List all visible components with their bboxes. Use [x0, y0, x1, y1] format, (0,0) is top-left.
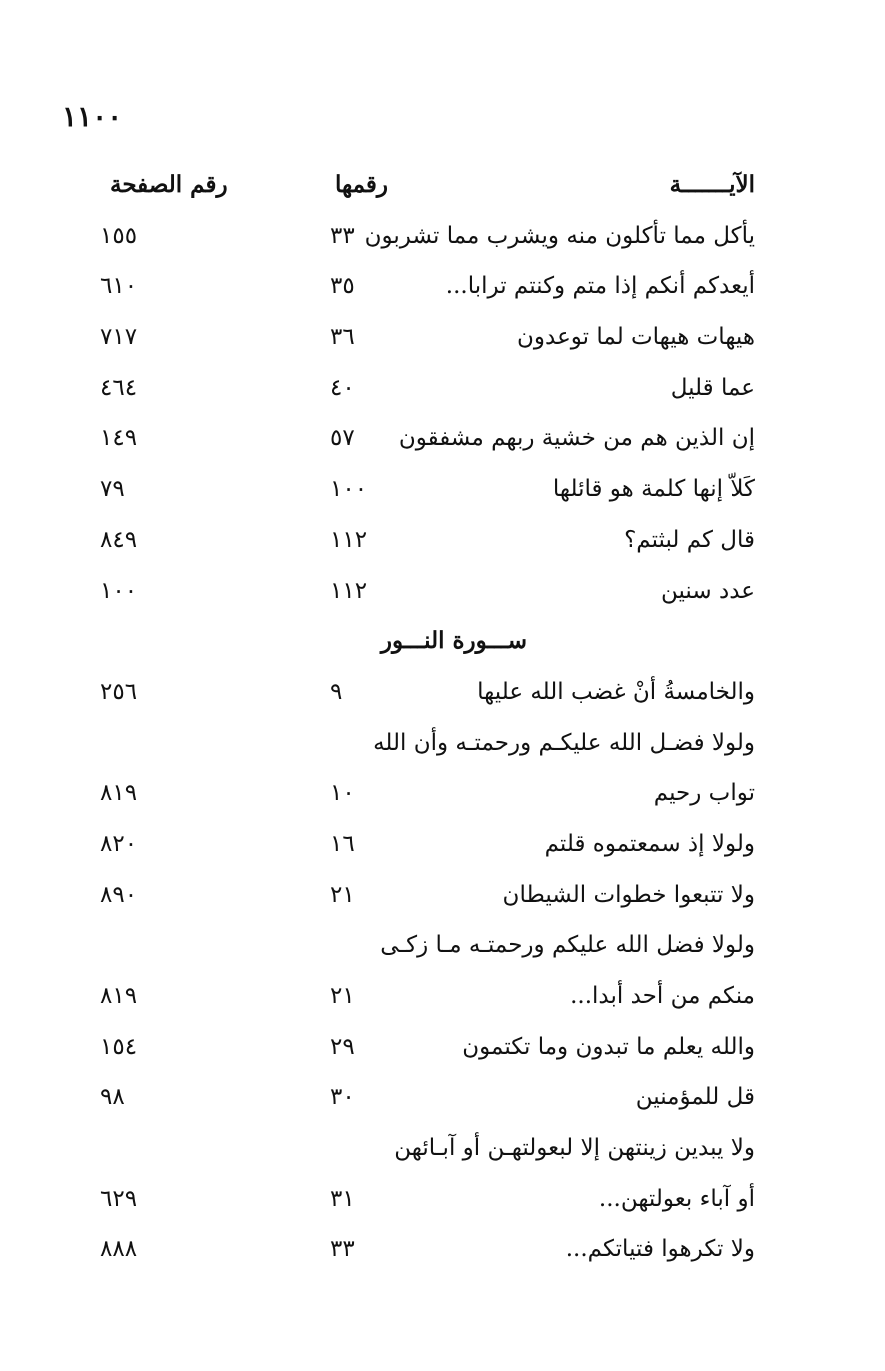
- surah-title: ســـورة النـــور: [380, 627, 527, 655]
- verse-text: عما قليل: [670, 374, 755, 401]
- table-row: [100, 464, 755, 515]
- table-row: [100, 261, 755, 312]
- verse-number: ٢٩: [330, 1033, 355, 1060]
- page-ref: ٧٩: [100, 476, 125, 503]
- table-row: [100, 1022, 755, 1073]
- page-ref: ١٠٠: [100, 577, 138, 604]
- verse-text: والخامسةُ أنْ غضب الله عليها: [477, 678, 755, 705]
- verse-text: والله يعلم ما تبدون وما تكتمون: [462, 1033, 755, 1060]
- verse-number: ١٠٠: [330, 476, 368, 503]
- header-page: رقم الصفحة: [110, 171, 228, 198]
- page-ref: ١٥٥: [100, 222, 138, 249]
- header-number: رقمها: [335, 171, 389, 198]
- page-ref: ١٥٤: [100, 1033, 138, 1060]
- table-row: [100, 566, 755, 617]
- page-ref: ٩٨: [100, 1084, 125, 1111]
- verse-text: ولولا إذ سمعتموه قلتم: [544, 830, 755, 857]
- table-row: [100, 1224, 755, 1275]
- page-ref: ٨١٩: [100, 983, 138, 1009]
- page-ref: ٦٢٩: [100, 1185, 138, 1212]
- verse-index-table: [100, 160, 755, 1275]
- page-ref: ٧١٧: [100, 324, 138, 351]
- verse-number: ١١٢: [330, 526, 368, 553]
- header-verse: الآيـــــــة: [669, 171, 755, 198]
- verse-number: ١٦: [330, 830, 355, 857]
- verse-text: كَلاّ إنها كلمة هو قائلها: [552, 476, 755, 503]
- table-row: [100, 768, 755, 819]
- verse-text: ولولا فضـل الله عليكـم ورحمتـه وأن الله: [373, 729, 755, 756]
- verse-number: ١١٢: [330, 577, 368, 604]
- verse-text: ولا تكرهوا فتياتكم...: [565, 1236, 755, 1263]
- page-ref: ١٤٩: [100, 425, 138, 452]
- table-row: [100, 1123, 755, 1174]
- page-ref: ٤٦٤: [100, 374, 138, 401]
- verse-number: ٢١: [330, 983, 355, 1009]
- page-number: ١١٠٠: [62, 100, 123, 133]
- table-row: [100, 971, 755, 1022]
- table-row: [100, 1174, 755, 1225]
- verse-text: أو آباء بعولتهن...: [598, 1185, 755, 1212]
- verse-text: أيعدكم أنكم إذا متم وكنتم ترابا...: [445, 273, 755, 300]
- verse-text: عدد سنين: [660, 577, 755, 604]
- page-ref: ٨٢٠: [100, 830, 138, 857]
- verse-number: ٣١: [330, 1185, 355, 1212]
- table-header: [100, 160, 755, 211]
- verse-number: ٢١: [330, 881, 355, 908]
- table-body: [100, 211, 755, 1275]
- verse-text: ولا تتبعوا خطوات الشيطان: [502, 881, 755, 908]
- table-row: [100, 363, 755, 414]
- surah-heading: [100, 616, 755, 667]
- verse-number: ٣٦: [330, 324, 355, 351]
- table-row: [100, 515, 755, 566]
- verse-text: تواب رحيم: [653, 780, 755, 807]
- verse-number: ٣٥: [330, 273, 355, 300]
- page-ref: ٨١٩: [100, 780, 138, 807]
- verse-text: منكم من أحد أبدا...: [570, 983, 755, 1009]
- verse-number: ٣٠: [330, 1084, 355, 1111]
- table-row: [100, 920, 755, 971]
- verse-text: يأكل مما تأكلون منه ويشرب مما تشربون: [364, 222, 755, 249]
- verse-number: ٣٣: [330, 1236, 355, 1263]
- verse-text: ولا يبدين زينتهن إلا لبعولتهـن أو آبـائهن: [394, 1135, 755, 1162]
- table-row: [100, 413, 755, 464]
- page-ref: ٢٥٦: [100, 678, 138, 705]
- page-ref: ٨٩٠: [100, 881, 138, 908]
- verse-number: ٤٠: [330, 374, 355, 401]
- table-row: [100, 718, 755, 769]
- verse-number: ٣٣: [330, 222, 355, 249]
- verse-number: ٥٧: [330, 425, 355, 452]
- verse-text: إن الذين هم من خشية ربهم مشفقون: [398, 425, 755, 452]
- table-row: [100, 870, 755, 921]
- verse-text: هيهات هيهات لما توعدون: [517, 324, 755, 351]
- verse-text: ولولا فضل الله عليكم ورحمتـه مـا زكـى: [380, 932, 755, 959]
- table-row: [100, 312, 755, 363]
- page-ref: ٨٤٩: [100, 526, 138, 553]
- table-row: [100, 1072, 755, 1123]
- verse-number: ٩: [330, 678, 343, 705]
- verse-text: قل للمؤمنين: [635, 1084, 755, 1111]
- page-ref: ٦١٠: [100, 273, 138, 300]
- verse-number: ١٠: [330, 780, 355, 807]
- table-row: [100, 211, 755, 262]
- table-row: [100, 819, 755, 870]
- verse-text: قال كم لبثتم؟: [624, 526, 755, 553]
- table-row: [100, 667, 755, 718]
- page-ref: ٨٨٨: [100, 1236, 138, 1263]
